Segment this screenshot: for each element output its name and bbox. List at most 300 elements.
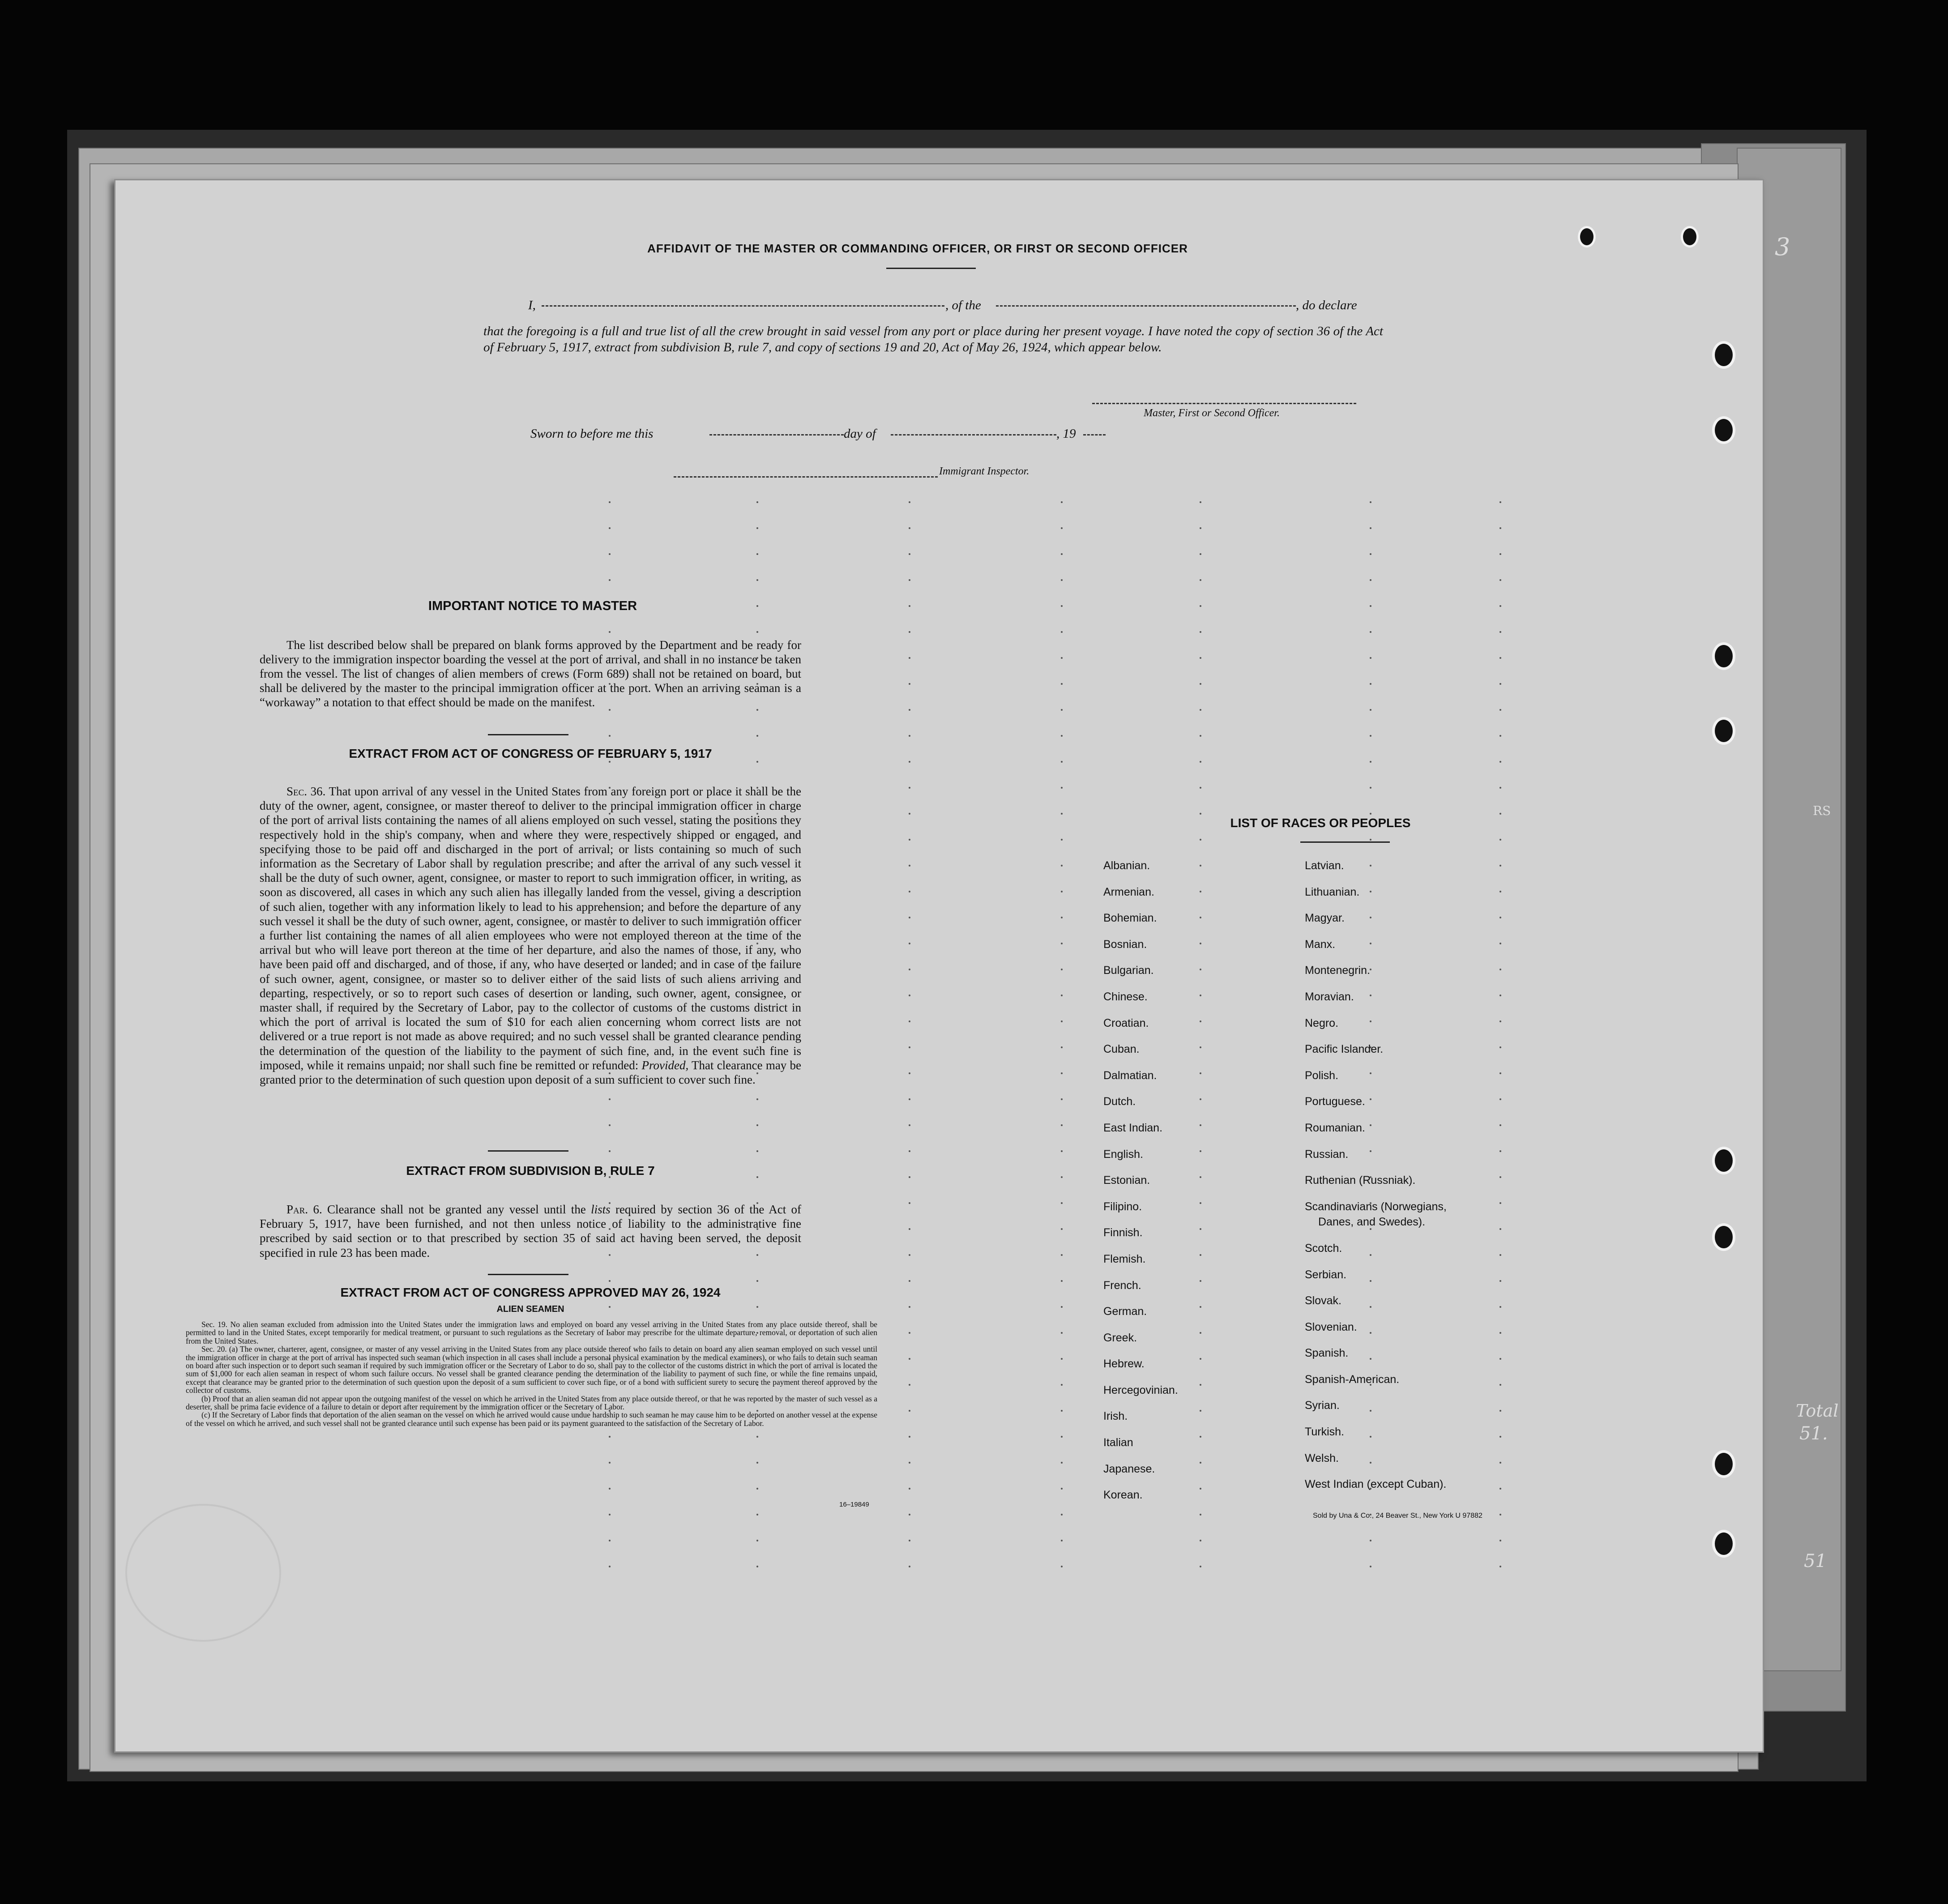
- bleed-dot: [609, 1280, 611, 1282]
- bleed-dot: [1499, 579, 1501, 581]
- name-blank: [542, 305, 944, 307]
- race-item: Irish.: [1103, 1410, 1128, 1423]
- bleed-dot: [909, 1280, 910, 1282]
- bleed-dot: [1061, 1436, 1063, 1438]
- bleed-dot: [1200, 1254, 1201, 1256]
- bleed-dot: [909, 917, 910, 918]
- bleed-dot: [1499, 631, 1501, 633]
- bleed-dot: [909, 1176, 910, 1178]
- bleed-dot: [756, 1150, 758, 1152]
- bleed-dot: [909, 579, 910, 581]
- binder-hole-icon: [1712, 416, 1735, 444]
- bleed-dot: [1061, 1358, 1063, 1360]
- bleed-dot: [909, 1046, 910, 1048]
- bleed-dot: [909, 1020, 910, 1022]
- bleed-dot: [1200, 1306, 1201, 1308]
- sworn-month-blank: [891, 434, 1056, 435]
- bleed-dot: [1499, 735, 1501, 737]
- bleed-dot: [1200, 813, 1201, 815]
- bleed-dot: [1200, 1072, 1201, 1074]
- bleed-dot: [1499, 1072, 1501, 1074]
- bleed-dot: [609, 1124, 611, 1126]
- bleed-dot: [909, 1384, 910, 1386]
- bleed-dot: [609, 1150, 611, 1152]
- bleed-dot: [1061, 1462, 1063, 1464]
- bleed-dot: [1499, 995, 1501, 996]
- bleed-dot: [756, 1488, 758, 1490]
- affidavit-do-declare: , do declare: [1296, 298, 1357, 312]
- bleed-dot: [1061, 1332, 1063, 1334]
- sec-20a-text: Sec. 20. (a) The owner, charterer, agent, consignee, or master of any vessel arriving in the United States from any place outside thereof who fails to detain on board any alien seaman employed on such vessel until the immigration officer in charge at the port of arrival has inspected such seaman (which inspection in all cases shall include a personal physical examination by the medical examiners), or who fails to detain such seaman on board after such inspection or to deport such seaman if required by such immigration officer or the Secretary of Labor to do so, shall pay to the collector of the customs district in which the port of arrival is located the sum of $1,000 for each alien seaman in respect of whom such failure occurs. No vessel shall be granted clearance pending the determination of the liability to payment of such fine, or while the fine remains unpaid, except that clearance may be granted prior to the determination of such question upon the deposit of a sum sufficient to cover such fine, or of a bond with sufficient surety to secure the payment thereof approved by the collector of customs.: [186, 1345, 877, 1395]
- bleed-dot: [1370, 839, 1371, 841]
- bleed-dot: [909, 553, 910, 555]
- bleed-dot: [1370, 1540, 1371, 1541]
- bleed-dot: [909, 969, 910, 970]
- bleed-dot: [609, 1488, 611, 1490]
- race-item: English.: [1103, 1148, 1143, 1161]
- bleed-dot: [756, 1566, 758, 1567]
- bleed-dot: [909, 891, 910, 892]
- sec-20c-text: (c) If the Secretary of Labor finds that deportation of the alien seaman on the vessel on which he arrived would cause undue hardship to such seaman he may cause him to be deported on another vessel at the expense of the vessel on which he arrived, and such vessel shall not be granted clearance until such expense has been paid or its payment guaranteed to the satisfaction of the Secretary of Labor.: [186, 1410, 877, 1428]
- binder-hole-icon: [1712, 1223, 1735, 1251]
- bleed-dot: [1200, 943, 1201, 944]
- bleed-dot: [756, 1280, 758, 1282]
- bleed-dot: [756, 1514, 758, 1516]
- races-left-column: [1103, 853, 1178, 1508]
- section-rule: [488, 1274, 568, 1275]
- race-item: Estonian.: [1103, 1174, 1150, 1187]
- race-item: Scandinavians (Norwegians,: [1305, 1200, 1447, 1213]
- race-item: Bosnian.: [1103, 938, 1147, 951]
- bleed-dot: [1370, 1566, 1371, 1567]
- races-right-column: [1305, 853, 1447, 1498]
- race-item: Danes, and Swedes).: [1318, 1216, 1426, 1229]
- bleed-dot: [1370, 787, 1371, 789]
- bleed-dot: [1200, 709, 1201, 711]
- sworn-day-blank: [709, 434, 844, 435]
- bleed-dot: [1200, 1176, 1201, 1178]
- section-36-text-b: That clearance may be granted prior to the determination of such question upon deposit of a sum sufficient to cover such fine.: [260, 1058, 802, 1087]
- extract-1924-title: EXTRACT FROM ACT OF CONGRESS APPROVED MAY 26, 1924: [340, 1285, 721, 1299]
- race-item: German.: [1103, 1305, 1147, 1318]
- bleed-dot: [1061, 891, 1063, 892]
- bleed-dot: [1061, 943, 1063, 944]
- form-number: 16–19849: [839, 1501, 869, 1508]
- race-item: Polish.: [1305, 1069, 1339, 1082]
- race-item: Spanish.: [1305, 1347, 1349, 1360]
- race-item: Portuguese.: [1305, 1095, 1365, 1108]
- sworn-label: Sworn to before me this: [530, 427, 654, 441]
- race-item: Slovenian.: [1305, 1320, 1357, 1333]
- rule7-text-a: Clearance shall not be granted any vessel until the: [327, 1203, 586, 1216]
- bleed-dot: [609, 761, 611, 763]
- bleed-dot: [909, 1410, 910, 1412]
- bleed-dot: [1061, 761, 1063, 763]
- total-value: 51.: [1799, 1423, 1828, 1444]
- bleed-dot: [1499, 501, 1501, 503]
- race-item: Russian.: [1305, 1148, 1349, 1161]
- race-item: Pacific Islander.: [1305, 1043, 1384, 1056]
- bleed-dot: [609, 631, 611, 633]
- race-item: French.: [1103, 1279, 1141, 1292]
- bleed-dot: [1499, 1202, 1501, 1204]
- bleed-dot: [1499, 1228, 1501, 1230]
- bleed-dot: [1499, 1462, 1501, 1464]
- bleed-dot: [1061, 657, 1063, 659]
- bleed-dot: [1200, 1488, 1201, 1490]
- bleed-dot: [1200, 527, 1201, 529]
- race-item: Scotch.: [1305, 1242, 1342, 1255]
- race-item: Bulgarian.: [1103, 964, 1154, 977]
- bleed-dot: [909, 657, 910, 659]
- bleed-dot: [909, 631, 910, 633]
- vessel-blank: [996, 305, 1296, 307]
- bleed-dot: [1200, 761, 1201, 763]
- extract-1924-body: [186, 1320, 877, 1427]
- provided-word: Provided,: [641, 1058, 689, 1072]
- bleed-dot: [1061, 1202, 1063, 1204]
- bleed-dot: [609, 1566, 611, 1567]
- inspector-label: Immigrant Inspector.: [939, 465, 1030, 477]
- bleed-dot: [1499, 787, 1501, 789]
- extract-rule7-title: EXTRACT FROM SUBDIVISION B, RULE 7: [406, 1164, 655, 1178]
- bleed-dot: [1061, 1046, 1063, 1048]
- section-36-label: Sec. 36.: [286, 785, 326, 798]
- race-item: Italian: [1103, 1436, 1133, 1449]
- bleed-dot: [1499, 943, 1501, 944]
- year-label: , 19: [1056, 427, 1076, 441]
- race-item: Filipino.: [1103, 1200, 1142, 1213]
- bleed-dot: [1499, 553, 1501, 555]
- bleed-dot: [909, 1514, 910, 1516]
- bleed-dot: [609, 579, 611, 581]
- binder-hole-icon: [1578, 226, 1596, 248]
- bleed-dot: [756, 1098, 758, 1100]
- binder-hole-icon: [1712, 642, 1735, 670]
- bleed-dot: [1200, 1280, 1201, 1282]
- affidavit-title: AFFIDAVIT OF THE MASTER OR COMMANDING OFFICER, OR FIRST OR SECOND OFFICER: [647, 242, 1188, 255]
- race-item: Hercegovinian.: [1103, 1383, 1178, 1396]
- bleed-dot: [1200, 683, 1201, 685]
- bleed-dot: [1499, 1436, 1501, 1438]
- bleed-dot: [1061, 995, 1063, 996]
- race-item: Finnish.: [1103, 1226, 1143, 1239]
- bleed-dot: [1499, 761, 1501, 763]
- bleed-dot: [1370, 553, 1371, 555]
- bleed-dot: [756, 761, 758, 763]
- bleed-dot: [1370, 527, 1371, 529]
- bleed-dot: [1200, 1566, 1201, 1567]
- bleed-dot: [909, 1202, 910, 1204]
- bleed-dot: [909, 1540, 910, 1541]
- race-item: Moravian.: [1305, 990, 1354, 1003]
- binder-hole-icon: [1712, 1147, 1735, 1174]
- bleed-dot: [609, 527, 611, 529]
- bleed-dot: [1200, 1436, 1201, 1438]
- bleed-dot: [609, 1436, 611, 1438]
- section-36-text-a: That upon arrival of any vessel in the United States from any foreign port or place it shall be the duty of the owner, agent, consignee, or master thereof to deliver to the principal immigration officer in charge of the port of arrival lists containing the names of all aliens employed on such vessel, stating the positions they respectively hold in the ship's company, when and where they were respectively shipped or engaged, and specifying those to be paid off and discharged in the port of arrival; or lists containing so much of such information as the Secretary of Labor shall by regulation prescribe; and after the arrival of any such vessel it shall be the duty of such owner, agent, consignee, or master to report to such immigration officer, in writing, as soon as discovered, all cases in which any such alien has illegally landed from the vessel, giving a description of such alien, together with any information likely to lead to his apprehension; and before the departure of any such vessel it shall be the duty of such owner, agent, consignee, or master to deliver to such immigration officer a further list containing the names of all alien employees who were not employed thereon at the time of the arrival but who will leave port thereon at the time of her departure, and also the names of those, if any, who have been paid off and discharged, and of those, if any, who have deserted or landed; and in case of the failure of such owner, agent, consignee, or master so to deliver either of the said lists of such aliens arriving and departing, respectively, or so to report such cases of desertion or landing, such owner, agent, consignee, or master shall, if required by the Secretary of Labor, pay to the collector of customs of the customs district in which the port of arrival is located the sum of $10 for each alien concerning whom correct lists are not delivered or a true report is not made as above required; and no such vessel shall be granted clearance pending the determination of the question of the liability to the payment of such fine, and, in the event such fine is imposed, while it remains unpaid; nor shall such fine be remitted or refunded:: [260, 785, 801, 1072]
- bleed-dot: [1370, 813, 1371, 815]
- bleed-dot: [1499, 1514, 1501, 1516]
- bleed-dot: [1370, 657, 1371, 659]
- master-signature-line: [1092, 403, 1356, 404]
- races-title: LIST OF RACES OR PEOPLES: [1230, 816, 1411, 830]
- bleed-dot: [609, 553, 611, 555]
- bleed-dot: [1499, 1098, 1501, 1100]
- race-item: Albanian.: [1103, 859, 1150, 872]
- bleed-dot: [1200, 1202, 1201, 1204]
- race-item: Croatian.: [1103, 1016, 1149, 1029]
- bleed-dot: [1370, 579, 1371, 581]
- total-value-repeat: 51: [1804, 1551, 1827, 1571]
- sec-19-text: Sec. 19. No alien seaman excluded from admission into the United States under the immigration laws and employed on board any vessel arriving in the United States from any place outside thereof, shall be permitted to land in the United States, except temporarily for medical treatment, or pursuant to such regulations as the Secretary of Labor may prescribe for the ultimate departure, removal, or deportation of such alien from the United States.: [186, 1320, 877, 1345]
- bleed-dot: [909, 1462, 910, 1464]
- bleed-dot: [756, 1462, 758, 1464]
- race-item: Slovak.: [1305, 1294, 1341, 1307]
- bleed-dot: [909, 605, 910, 607]
- bleed-dot: [1061, 865, 1063, 867]
- bleed-dot: [1061, 1124, 1063, 1126]
- race-item: Welsh.: [1305, 1451, 1339, 1464]
- section-rule: [488, 734, 568, 735]
- bleed-dot: [1200, 735, 1201, 737]
- bleed-dot: [1499, 969, 1501, 970]
- binder-hole-icon: [1681, 226, 1699, 248]
- bleed-dot: [1499, 1046, 1501, 1048]
- race-item: Armenian.: [1103, 885, 1154, 898]
- bleed-dot: [1370, 605, 1371, 607]
- bleed-dot: [1061, 1020, 1063, 1022]
- bleed-dot: [909, 813, 910, 815]
- bleed-dot: [1200, 1410, 1201, 1412]
- bleed-dot: [756, 501, 758, 503]
- bleed-dot: [1499, 1254, 1501, 1256]
- master-signature-label: Master, First or Second Officer.: [1144, 407, 1280, 419]
- race-item: Montenegrin.: [1305, 964, 1370, 977]
- race-item: Syrian.: [1305, 1399, 1340, 1412]
- bleed-dot: [1499, 1150, 1501, 1152]
- bleed-dot: [1499, 1306, 1501, 1308]
- bleed-dot: [1061, 501, 1063, 503]
- affidavit-i-label: I,: [528, 298, 536, 312]
- bleed-dot: [909, 1358, 910, 1360]
- bleed-dot: [1200, 657, 1201, 659]
- bleed-dot: [756, 553, 758, 555]
- bleed-dot: [1499, 527, 1501, 529]
- side-mark: RS: [1813, 803, 1831, 818]
- bleed-dot: [1499, 1566, 1501, 1567]
- bleed-dot: [1370, 761, 1371, 763]
- bleed-dot: [1200, 995, 1201, 996]
- race-item: Dalmatian.: [1103, 1069, 1157, 1082]
- race-item: Ruthenian (Russniak).: [1305, 1174, 1416, 1187]
- race-item: Greek.: [1103, 1331, 1137, 1344]
- bleed-dot: [1370, 683, 1371, 685]
- bleed-dot: [1499, 1488, 1501, 1490]
- bleed-dot: [909, 1150, 910, 1152]
- rule7-text-b: required by section 36 of the Act of February 5, 1917, have been furnished, and not then unless notice of liability to the administrative fine prescribed by said section or to that prescribed by section 35 of said act having been served, the deposit specified in rule 23 has been made.: [260, 1203, 801, 1259]
- bleed-dot: [1061, 553, 1063, 555]
- bleed-dot: [1200, 969, 1201, 970]
- bleed-dot: [609, 501, 611, 503]
- bleed-dot: [909, 1098, 910, 1100]
- bleed-dot: [1200, 1098, 1201, 1100]
- race-item: Spanish-American.: [1305, 1373, 1400, 1386]
- race-item: Dutch.: [1103, 1095, 1136, 1108]
- race-item: Negro.: [1305, 1016, 1339, 1029]
- bleed-dot: [1061, 1384, 1063, 1386]
- bleed-dot: [909, 995, 910, 996]
- bleed-dot: [1200, 1358, 1201, 1360]
- bleed-dot: [1200, 787, 1201, 789]
- bleed-dot: [909, 839, 910, 841]
- seal-impression: [125, 1504, 281, 1642]
- bleed-dot: [909, 787, 910, 789]
- bleed-dot: [609, 735, 611, 737]
- bleed-dot: [1499, 1176, 1501, 1178]
- title-rule: [886, 268, 976, 269]
- bleed-dot: [1061, 1150, 1063, 1152]
- affidavit-of-the: , of the: [945, 298, 981, 312]
- bleed-dot: [1061, 1488, 1063, 1490]
- bleed-dot: [909, 735, 910, 737]
- total-label: Total: [1796, 1401, 1839, 1421]
- bleed-dot: [1499, 605, 1501, 607]
- race-item: Japanese.: [1103, 1462, 1155, 1475]
- bleed-dot: [609, 1098, 611, 1100]
- bleed-dot: [1200, 1150, 1201, 1152]
- bleed-dot: [1499, 839, 1501, 841]
- bleed-dot: [1370, 709, 1371, 711]
- bleed-dot: [1061, 969, 1063, 970]
- bleed-dot: [1061, 527, 1063, 529]
- bleed-dot: [756, 1540, 758, 1541]
- bleed-dot: [609, 1540, 611, 1541]
- lists-word: lists: [591, 1203, 611, 1216]
- bleed-dot: [1061, 787, 1063, 789]
- bleed-dot: [1061, 1072, 1063, 1074]
- binder-hole-icon: [1712, 717, 1735, 745]
- bleed-dot: [1499, 1020, 1501, 1022]
- inspector-signature-line: [674, 476, 938, 478]
- extract-rule7-body: [260, 1202, 801, 1260]
- bleed-dot: [1200, 605, 1201, 607]
- bleed-dot: [1200, 917, 1201, 918]
- bleed-dot: [1061, 1514, 1063, 1516]
- race-item: Bohemian.: [1103, 912, 1157, 925]
- bleed-dot: [1061, 1410, 1063, 1412]
- race-item: Lithuanian.: [1305, 885, 1360, 898]
- bleed-dot: [1061, 1098, 1063, 1100]
- bleed-dot: [909, 1436, 910, 1438]
- bleed-dot: [1499, 813, 1501, 815]
- bleed-dot: [909, 527, 910, 529]
- bleed-dot: [909, 709, 910, 711]
- binder-hole-icon: [1712, 341, 1735, 369]
- bleed-dot: [909, 501, 910, 503]
- bleed-dot: [1499, 683, 1501, 685]
- bleed-dot: [909, 1072, 910, 1074]
- bleed-dot: [1499, 1410, 1501, 1412]
- race-item: Chinese.: [1103, 990, 1148, 1003]
- bleed-dot: [1200, 1124, 1201, 1126]
- bleed-dot: [756, 735, 758, 737]
- bleed-dot: [1200, 631, 1201, 633]
- bleed-dot: [1061, 1228, 1063, 1230]
- bleed-dot: [909, 1254, 910, 1256]
- margin-mark: 3: [1775, 233, 1790, 261]
- notice-title: IMPORTANT NOTICE TO MASTER: [428, 599, 637, 613]
- bleed-dot: [1061, 605, 1063, 607]
- bleed-dot: [1061, 1254, 1063, 1256]
- bleed-dot: [1200, 501, 1201, 503]
- race-item: Manx.: [1305, 938, 1336, 951]
- bleed-dot: [1499, 1332, 1501, 1334]
- bleed-dot: [1200, 891, 1201, 892]
- bleed-dot: [1499, 657, 1501, 659]
- extract-1917-title: EXTRACT FROM ACT OF CONGRESS OF FEBRUARY 5, 1917: [349, 747, 712, 760]
- bleed-dot: [1200, 839, 1201, 841]
- bleed-dot: [909, 1228, 910, 1230]
- section-rule: [488, 1150, 568, 1152]
- race-item: Turkish.: [1305, 1426, 1344, 1439]
- bleed-dot: [909, 683, 910, 685]
- bleed-dot: [909, 1124, 910, 1126]
- bleed-dot: [609, 1462, 611, 1464]
- bleed-dot: [1061, 839, 1063, 841]
- race-item: Magyar.: [1305, 912, 1345, 925]
- bleed-dot: [1200, 579, 1201, 581]
- race-item: Korean.: [1103, 1489, 1143, 1502]
- bleed-dot: [1061, 735, 1063, 737]
- bleed-dot: [1499, 865, 1501, 867]
- bleed-dot: [1200, 1540, 1201, 1541]
- bleed-dot: [609, 1514, 611, 1516]
- year-blank: [1083, 434, 1106, 435]
- sec-20b-text: (b) Proof that an alien seaman did not appear upon the outgoing manifest of the vessel on which he arrived in the United States from any place outside thereof, or that he was reported by the master of such vessel as a deserter, shall be prima facie evidence of a failure to detain or deport after requirement by the immigration officer or the Secretary of Labor.: [186, 1394, 877, 1412]
- bleed-dot: [1061, 813, 1063, 815]
- bleed-dot: [756, 1436, 758, 1438]
- race-item: Cuban.: [1103, 1043, 1140, 1056]
- bleed-dot: [909, 943, 910, 944]
- bleed-dot: [1499, 1358, 1501, 1360]
- par-6-label: Par. 6.: [286, 1203, 322, 1216]
- binder-hole-icon: [1712, 1530, 1735, 1558]
- bleed-dot: [756, 579, 758, 581]
- bleed-dot: [1499, 1384, 1501, 1386]
- bleed-dot: [1200, 1332, 1201, 1334]
- bleed-dot: [909, 1332, 910, 1334]
- bleed-dot: [909, 1306, 910, 1308]
- bleed-dot: [1200, 553, 1201, 555]
- bleed-dot: [1061, 631, 1063, 633]
- bleed-dot: [1061, 1566, 1063, 1567]
- printer-imprint: Sold by Una & Co., 24 Beaver St., New York U 97882: [1313, 1512, 1482, 1520]
- bleed-dot: [1499, 1540, 1501, 1541]
- race-item: Serbian.: [1305, 1268, 1347, 1281]
- bleed-dot: [1200, 1020, 1201, 1022]
- bleed-dot: [909, 865, 910, 867]
- bleed-dot: [1200, 1462, 1201, 1464]
- bleed-dot: [1499, 709, 1501, 711]
- race-item: West Indian (except Cuban).: [1305, 1478, 1447, 1491]
- day-of-label: day of: [844, 427, 876, 441]
- bleed-dot: [756, 631, 758, 633]
- races-rule: [1300, 841, 1390, 843]
- race-item: Latvian.: [1305, 859, 1344, 872]
- bleed-dot: [1370, 501, 1371, 503]
- race-item: Flemish.: [1103, 1252, 1146, 1265]
